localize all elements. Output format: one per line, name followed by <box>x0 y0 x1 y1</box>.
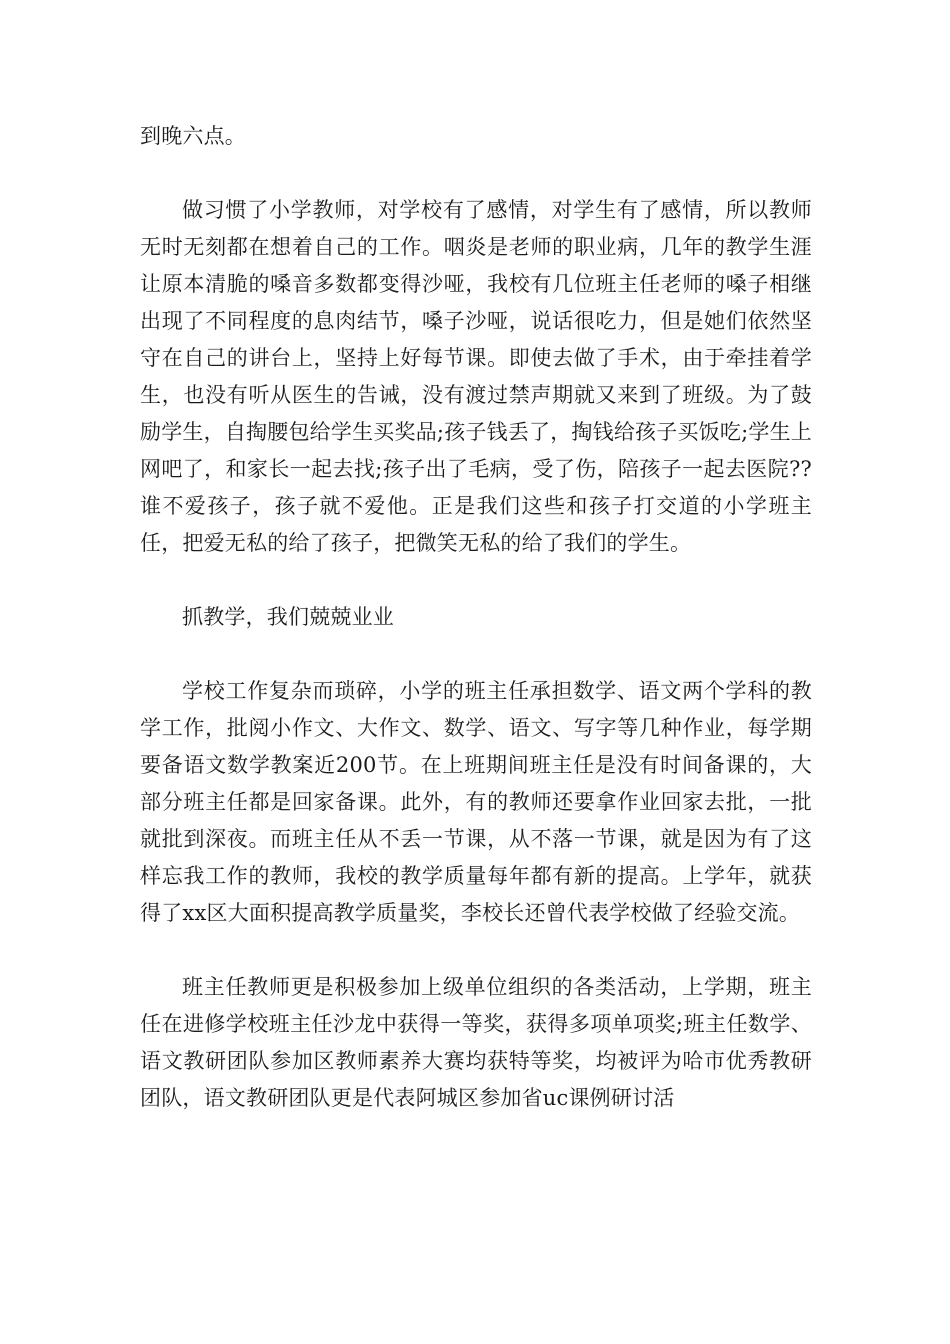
section-heading-teaching: 抓教学，我们兢兢业业 <box>182 605 394 629</box>
document-body <box>140 118 812 1154</box>
paragraph-activities: 班主任教师更是积极参加上级单位组织的各类活动，上学期，班主任在进修学校班主任沙龙中获得一等奖，获得多项单项奖;班主任数学、语文教研团队参加区教师素养大赛均获特等奖，均被评为哈市优秀教研团队，语文教研团队更是代表阿城区参加省uc课例研讨活 <box>140 975 812 1110</box>
paragraph-teacher-dedication: 做习惯了小学教师，对学校有了感情，对学生有了感情，所以教师无时无刻都在想着自己的工作。咽炎是老师的职业病，几年的教学生涯让原本清脆的嗓音多数都变得沙哑，我校有几位班主任老师的嗓子相继出现了不同程度的息肉结节，嗓子沙哑，说话很吃力，但是她们依然坚守在自己的讲台上，坚持上好每节课。即使去做了手术，由于牵挂着学生，也没有听从医生的告诫，没有渡过禁声期就又来到了班级。为了鼓励学生，自掏腰包给学生买奖品;孩子钱丢了，掏钱给孩子买饭吃;学生上网吧了，和家长一起去找;孩子出了毛病，受了伤，陪孩子一起去医院??谁不爱孩子，孩子就不爱他。正是我们这些和孩子打交道的小学班主任，把爱无私的给了孩子，把微笑无私的给了我们的学生。 <box>140 198 812 555</box>
paragraph-teaching-work: 学校工作复杂而琐碎，小学的班主任承担数学、语文两个学科的教学工作，批阅小作文、大作文、数学、语文、写字等几种作业，每学期要备语文数学教案近200节。在上班期间班主任是没有时间备课的，大部分班主任都是回家备课。此外，有的教师还要拿作业回家去批，一批就批到深夜。而班主任从不丢一节课，从不落一节课，就是因为有了这样忘我工作的教师，我校的教学质量每年都有新的提高。上学年，就获得了xx区大面积提高教学质量奖，李校长还曾代表学校做了经验交流。 <box>140 679 812 925</box>
paragraph-continuation: 到晚六点。 <box>140 124 246 148</box>
